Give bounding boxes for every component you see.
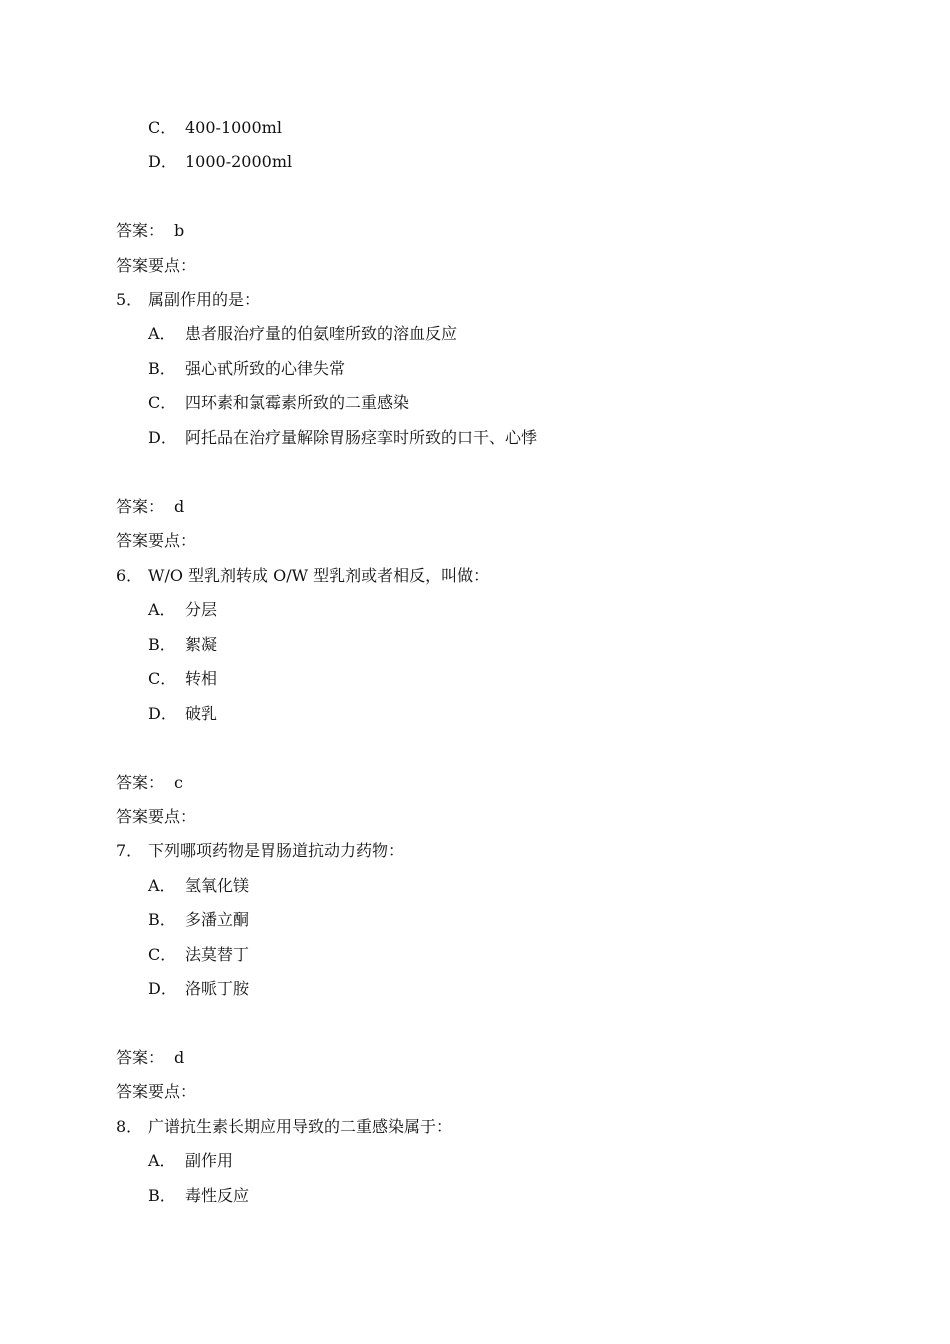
- answer-value: c: [174, 773, 183, 792]
- option-letter: B．: [148, 1186, 176, 1205]
- key-points-row: [0, 255, 950, 277]
- option-letter: A．: [148, 600, 176, 619]
- answer-value: d: [174, 1048, 185, 1067]
- key-points-row: [0, 530, 950, 552]
- option-letter: B．: [148, 359, 176, 378]
- question-row: [0, 1116, 950, 1138]
- option-text: 阿托品在治疗量解除胃肠痉挛时所致的口干、心悸: [185, 428, 538, 447]
- question-number: 7．: [116, 841, 143, 860]
- option-text: 副作用: [185, 1151, 234, 1170]
- option-letter: D．: [148, 704, 177, 723]
- question-row: [0, 289, 950, 311]
- option-letter: D．: [148, 428, 177, 447]
- option-row: [0, 978, 950, 1000]
- answer-label: 答案：: [116, 773, 165, 792]
- option-letter: D．: [148, 979, 177, 998]
- option-letter: B．: [148, 635, 176, 654]
- option-text: 毒性反应: [185, 1186, 250, 1205]
- answer-label: 答案：: [116, 497, 165, 516]
- option-text: 洛哌丁胺: [185, 979, 250, 998]
- option-row: [0, 151, 950, 173]
- question-text: 广谱抗生素长期应用导致的二重感染属于：: [148, 1117, 453, 1136]
- option-text: 患者服治疗量的伯氨喹所致的溶血反应: [185, 324, 458, 343]
- option-row: [0, 1150, 950, 1172]
- answer-row: [0, 220, 950, 242]
- option-row: [0, 634, 950, 656]
- option-row: [0, 909, 950, 931]
- option-text: 破乳: [185, 704, 218, 723]
- option-letter: D．: [148, 152, 177, 171]
- question-row: [0, 565, 950, 587]
- option-row: [0, 1185, 950, 1207]
- answer-row: [0, 772, 950, 794]
- key-points-row: [0, 806, 950, 828]
- question-number: 5．: [116, 290, 143, 309]
- option-row: [0, 323, 950, 345]
- question-text: 属副作用的是：: [148, 290, 261, 309]
- option-letter: C．: [148, 393, 177, 412]
- option-letter: C．: [148, 669, 177, 688]
- answer-row: [0, 496, 950, 518]
- option-text: 分层: [185, 600, 218, 619]
- option-text: 氢氧化镁: [185, 876, 250, 895]
- question-text: 下列哪项药物是胃肠道抗动力药物：: [148, 841, 405, 860]
- option-letter: C．: [148, 945, 177, 964]
- answer-value: b: [174, 221, 185, 240]
- answer-row: [0, 1047, 950, 1069]
- option-letter: A．: [148, 324, 176, 343]
- option-letter: A．: [148, 876, 176, 895]
- answer-label: 答案：: [116, 1048, 165, 1067]
- question-row: [0, 840, 950, 862]
- option-row: [0, 599, 950, 621]
- option-row: [0, 427, 950, 449]
- option-text: 多潘立酮: [185, 910, 250, 929]
- key-points-label: 答案要点：: [116, 1082, 197, 1101]
- option-letter: A．: [148, 1151, 176, 1170]
- option-text: 法莫替丁: [185, 945, 250, 964]
- question-number: 8．: [116, 1117, 143, 1136]
- option-text: 絮凝: [185, 635, 218, 654]
- option-row: [0, 703, 950, 725]
- option-row: [0, 875, 950, 897]
- option-text: 强心甙所致的心律失常: [185, 359, 346, 378]
- option-letter: C．: [148, 118, 177, 137]
- option-row: [0, 117, 950, 139]
- option-text: 1000-2000ml: [185, 152, 293, 171]
- option-row: [0, 392, 950, 414]
- answer-value: d: [174, 497, 185, 516]
- key-points-label: 答案要点：: [116, 531, 197, 550]
- option-text: 转相: [185, 669, 218, 688]
- option-row: [0, 358, 950, 380]
- option-text: 400-1000ml: [185, 118, 282, 137]
- key-points-label: 答案要点：: [116, 807, 197, 826]
- key-points-row: [0, 1081, 950, 1103]
- key-points-label: 答案要点：: [116, 256, 197, 275]
- option-row: [0, 944, 950, 966]
- option-letter: B．: [148, 910, 176, 929]
- question-text: W/O 型乳剂转成 O/W 型乳剂或者相反，叫做：: [148, 566, 490, 585]
- question-number: 6．: [116, 566, 143, 585]
- option-row: [0, 668, 950, 690]
- option-text: 四环素和氯霉素所致的二重感染: [185, 393, 410, 412]
- answer-label: 答案：: [116, 221, 165, 240]
